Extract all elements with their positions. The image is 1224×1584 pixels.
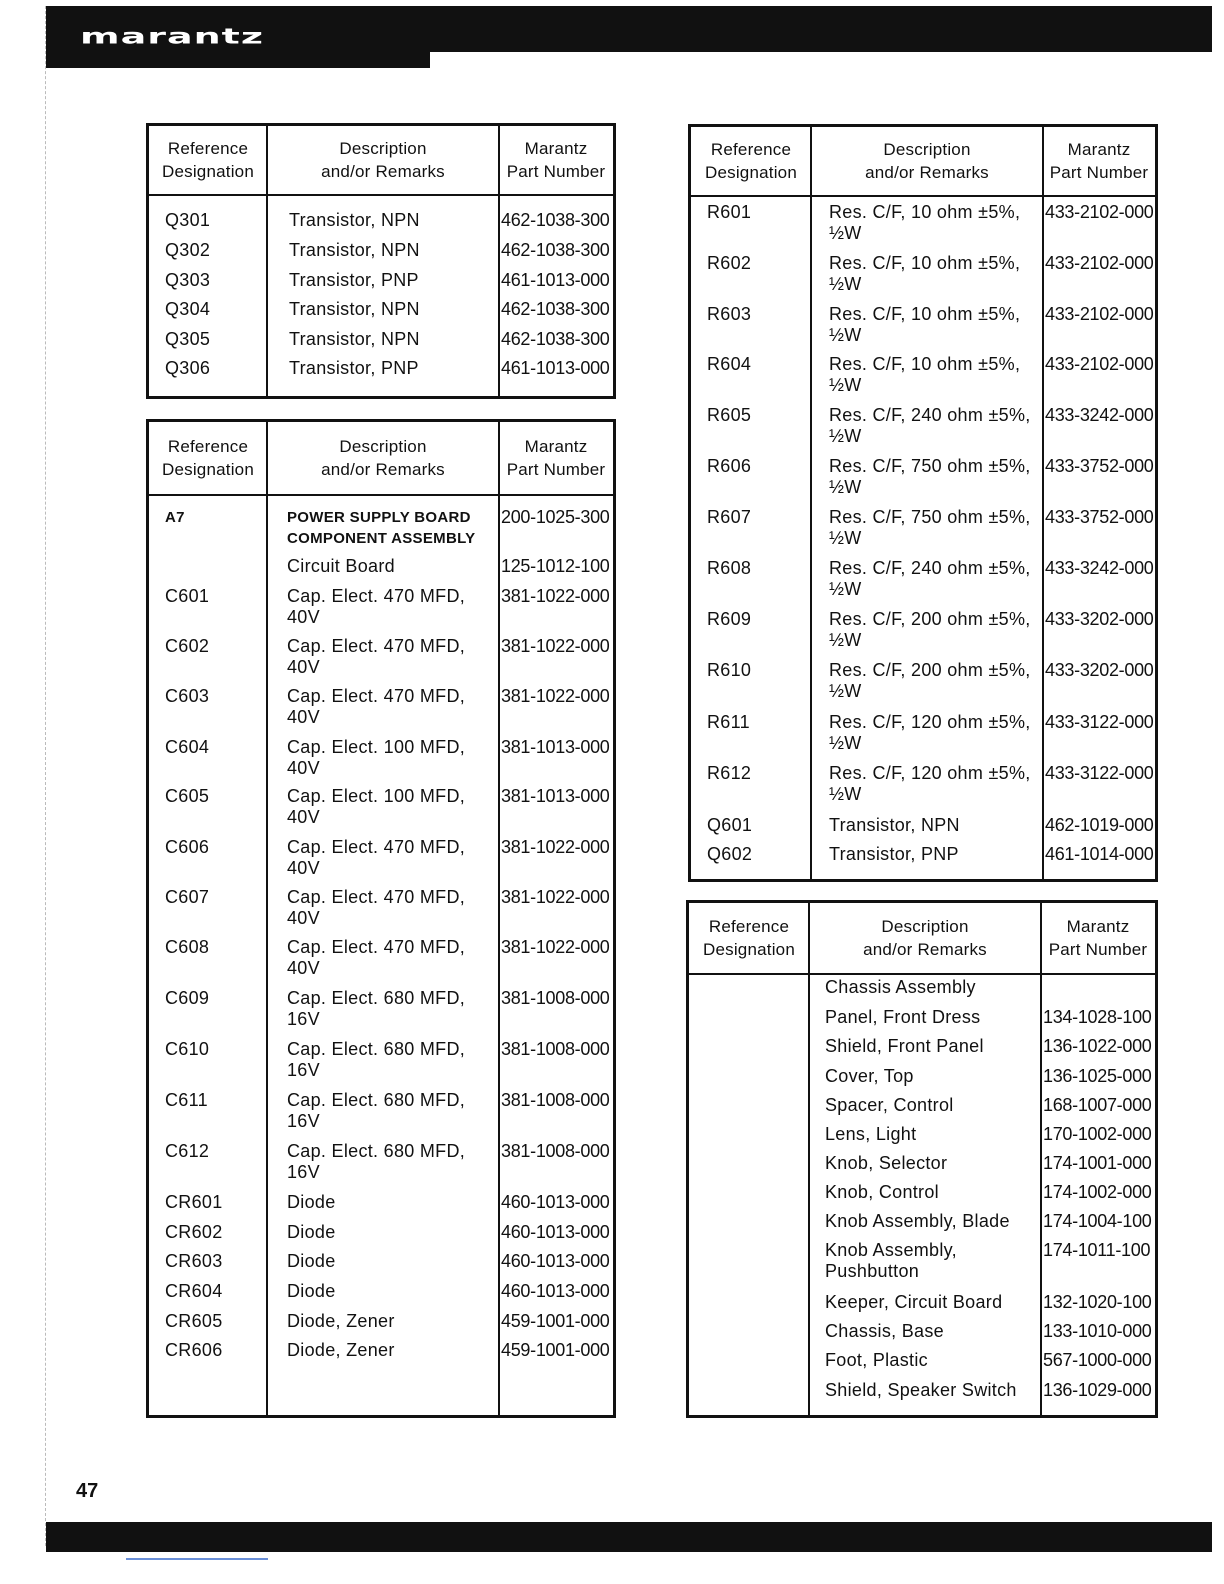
description-cell: Diode, Zener bbox=[287, 1340, 395, 1360]
t2-parts-table bbox=[146, 419, 616, 1418]
description-cell: Foot, Plastic bbox=[825, 1350, 928, 1370]
part-number-cell: 381-1022-000 bbox=[501, 586, 610, 606]
part-number-cell: 381-1008-000 bbox=[501, 1090, 610, 1110]
description-cell: Res. C/F, 10 ohm ±5%, bbox=[829, 253, 1021, 273]
header-line: Designation bbox=[162, 460, 254, 479]
description-cell: 40V bbox=[287, 657, 320, 677]
part-number-cell: 433-3122-000 bbox=[1045, 712, 1154, 732]
description-cell: POWER SUPPLY BOARD bbox=[287, 509, 471, 526]
description-cell: Res. C/F, 10 ohm ±5%, bbox=[829, 354, 1021, 374]
header-line: and/or Remarks bbox=[321, 460, 445, 479]
description-cell: Res. C/F, 240 ohm ±5%, bbox=[829, 558, 1031, 578]
header-line: Designation bbox=[162, 162, 254, 181]
part-number-cell: 174-1002-000 bbox=[1043, 1182, 1152, 1202]
description-cell: Transistor, PNP bbox=[289, 270, 419, 290]
part-number-cell: 381-1013-000 bbox=[501, 786, 610, 806]
description-cell: 40V bbox=[287, 858, 320, 878]
header-line: Description bbox=[339, 139, 427, 158]
reference-cell: C604 bbox=[165, 737, 210, 757]
description-cell: Cap. Elect. 470 MFD, bbox=[287, 636, 466, 656]
part-number-cell: 381-1008-000 bbox=[501, 988, 610, 1008]
part-number-cell: 461-1013-000 bbox=[501, 270, 610, 290]
description-cell: Chassis Assembly bbox=[825, 977, 976, 997]
reference-cell: Q601 bbox=[707, 815, 753, 835]
part-number-cell: 136-1029-000 bbox=[1043, 1380, 1152, 1400]
header-line: Reference bbox=[167, 139, 249, 158]
header-line: Marantz bbox=[524, 437, 588, 456]
header-line: Reference bbox=[708, 917, 790, 936]
description-cell: Transistor, NPN bbox=[829, 815, 960, 835]
part-number-cell: 459-1001-000 bbox=[501, 1340, 610, 1360]
header-line: Reference bbox=[167, 437, 249, 456]
reference-cell: R607 bbox=[707, 507, 752, 527]
part-number-cell: 462-1038-300 bbox=[501, 240, 610, 260]
part-number-cell: 460-1013-000 bbox=[501, 1251, 610, 1271]
part-number-cell: 136-1022-000 bbox=[1043, 1036, 1152, 1056]
description-cell: COMPONENT ASSEMBLY bbox=[287, 530, 476, 547]
description-cell: Cap. Elect. 680 MFD, bbox=[287, 1090, 466, 1110]
description-cell: ½W bbox=[829, 733, 862, 753]
description-cell: 16V bbox=[287, 1162, 320, 1182]
header-line: and/or Remarks bbox=[321, 162, 445, 181]
description-cell: ½W bbox=[829, 274, 862, 294]
description-cell: 40V bbox=[287, 758, 320, 778]
description-cell: Cap. Elect. 100 MFD, bbox=[287, 786, 466, 806]
column-divider bbox=[810, 127, 812, 879]
description-cell: ½W bbox=[829, 477, 862, 497]
description-cell: Pushbutton bbox=[825, 1261, 920, 1281]
part-number-cell: 381-1022-000 bbox=[501, 937, 610, 957]
part-number-cell: 462-1038-300 bbox=[501, 210, 610, 230]
part-number-cell: 381-1008-000 bbox=[501, 1039, 610, 1059]
part-number-cell: 459-1001-000 bbox=[501, 1311, 610, 1331]
description-cell: Circuit Board bbox=[287, 556, 395, 576]
description-cell: ½W bbox=[829, 325, 862, 345]
description-cell: Cap. Elect. 470 MFD, bbox=[287, 686, 466, 706]
description-cell: Cap. Elect. 100 MFD, bbox=[287, 737, 466, 757]
part-number-cell: 433-2102-000 bbox=[1045, 253, 1154, 273]
part-number-cell: 461-1014-000 bbox=[1045, 844, 1154, 864]
header-line: and/or Remarks bbox=[863, 940, 987, 959]
description-cell: Diode, Zener bbox=[287, 1311, 395, 1331]
part-number-cell: 567-1000-000 bbox=[1043, 1350, 1152, 1370]
header-line: Designation bbox=[705, 163, 797, 182]
description-cell: Transistor, PNP bbox=[829, 844, 959, 864]
description-cell: Res. C/F, 750 ohm ±5%, bbox=[829, 456, 1031, 476]
description-cell: ½W bbox=[829, 630, 862, 650]
description-cell: Panel, Front Dress bbox=[825, 1007, 981, 1027]
part-number-cell: 132-1020-100 bbox=[1043, 1292, 1152, 1312]
reference-designation-header bbox=[689, 915, 809, 961]
description-header bbox=[267, 435, 499, 481]
description-cell: 40V bbox=[287, 807, 320, 827]
description-cell: Knob Assembly, bbox=[825, 1240, 957, 1260]
description-cell: Keeper, Circuit Board bbox=[825, 1292, 1003, 1312]
description-cell: Cap. Elect. 470 MFD, bbox=[287, 586, 466, 606]
part-number-cell: 381-1022-000 bbox=[501, 686, 610, 706]
part-number-cell: 170-1002-000 bbox=[1043, 1124, 1152, 1144]
description-cell: Diode bbox=[287, 1251, 336, 1271]
reference-cell: C611 bbox=[165, 1090, 208, 1110]
header-line: Part Number bbox=[506, 162, 606, 181]
reference-designation-header bbox=[149, 137, 267, 183]
part-number-cell: 462-1038-300 bbox=[501, 299, 610, 319]
header-line: Marantz bbox=[1067, 140, 1131, 159]
bottom-link-underline bbox=[126, 1558, 268, 1560]
reference-cell: C603 bbox=[165, 686, 210, 706]
description-cell: Diode bbox=[287, 1222, 336, 1242]
description-cell: Cap. Elect. 470 MFD, bbox=[287, 887, 466, 907]
reference-cell: CR602 bbox=[165, 1222, 223, 1242]
description-cell: Spacer, Control bbox=[825, 1095, 954, 1115]
description-cell: Res. C/F, 750 ohm ±5%, bbox=[829, 507, 1031, 527]
reference-cell: Q301 bbox=[165, 210, 211, 230]
part-number-cell: 168-1007-000 bbox=[1043, 1095, 1152, 1115]
reference-cell: R610 bbox=[707, 660, 752, 680]
column-divider bbox=[808, 903, 810, 1415]
reference-cell: C606 bbox=[165, 837, 210, 857]
reference-cell: Q304 bbox=[165, 299, 211, 319]
part-number-cell: 433-3242-000 bbox=[1045, 558, 1154, 578]
reference-cell: C612 bbox=[165, 1141, 210, 1161]
description-cell: Chassis, Base bbox=[825, 1321, 944, 1341]
part-number-header bbox=[499, 137, 613, 183]
part-number-cell: 433-3122-000 bbox=[1045, 763, 1154, 783]
part-number-cell: 134-1028-100 bbox=[1043, 1007, 1152, 1027]
reference-cell: R602 bbox=[707, 253, 752, 273]
header-line: Marantz bbox=[1066, 917, 1130, 936]
description-cell: Transistor, NPN bbox=[289, 329, 420, 349]
part-number-header bbox=[499, 435, 613, 481]
description-cell: ½W bbox=[829, 681, 862, 701]
t3-parts-table bbox=[688, 124, 1158, 882]
part-number-cell: 433-3752-000 bbox=[1045, 456, 1154, 476]
part-number-cell: 461-1013-000 bbox=[501, 358, 610, 378]
description-header bbox=[811, 138, 1043, 184]
description-cell: Knob, Control bbox=[825, 1182, 939, 1202]
header-line: Description bbox=[883, 140, 971, 159]
reference-cell: Q303 bbox=[165, 270, 211, 290]
part-number-cell: 433-2102-000 bbox=[1045, 202, 1154, 222]
header-line: and/or Remarks bbox=[865, 163, 989, 182]
description-cell: Res. C/F, 120 ohm ±5%, bbox=[829, 712, 1031, 732]
page-margin-line bbox=[45, 6, 47, 1546]
part-number-cell: 460-1013-000 bbox=[501, 1192, 610, 1212]
description-cell: ½W bbox=[829, 528, 862, 548]
part-number-cell: 136-1025-000 bbox=[1043, 1066, 1152, 1086]
part-number-header bbox=[1041, 915, 1155, 961]
part-number-header bbox=[1043, 138, 1155, 184]
part-number-cell: 460-1013-000 bbox=[501, 1222, 610, 1242]
reference-designation-header bbox=[691, 138, 811, 184]
reference-cell: R601 bbox=[707, 202, 752, 222]
reference-cell: C607 bbox=[165, 887, 210, 907]
part-number-cell: 174-1001-000 bbox=[1043, 1153, 1152, 1173]
reference-cell: R611 bbox=[707, 712, 750, 732]
reference-cell: CR603 bbox=[165, 1251, 223, 1271]
reference-cell: R609 bbox=[707, 609, 752, 629]
part-number-cell: 381-1022-000 bbox=[501, 636, 610, 656]
part-number-cell: 433-3202-000 bbox=[1045, 660, 1154, 680]
reference-cell: Q602 bbox=[707, 844, 753, 864]
header-line: Designation bbox=[703, 940, 795, 959]
reference-cell: R612 bbox=[707, 763, 752, 783]
column-divider bbox=[1040, 903, 1042, 1415]
description-cell: Shield, Front Panel bbox=[825, 1036, 984, 1056]
reference-cell: C609 bbox=[165, 988, 210, 1008]
part-number-cell: 433-3242-000 bbox=[1045, 405, 1154, 425]
description-cell: 16V bbox=[287, 1009, 320, 1029]
description-cell: Cap. Elect. 680 MFD, bbox=[287, 1039, 466, 1059]
description-cell: 16V bbox=[287, 1060, 320, 1080]
description-cell: Res. C/F, 200 ohm ±5%, bbox=[829, 609, 1031, 629]
page-number: 47 bbox=[76, 1480, 99, 1502]
description-cell: ½W bbox=[829, 579, 862, 599]
part-number-cell: 381-1008-000 bbox=[501, 1141, 610, 1161]
part-number-cell: 462-1038-300 bbox=[501, 329, 610, 349]
description-cell: ½W bbox=[829, 223, 862, 243]
t4-parts-table bbox=[686, 900, 1158, 1418]
reference-cell: R603 bbox=[707, 304, 752, 324]
reference-cell: R604 bbox=[707, 354, 752, 374]
t1-parts-table bbox=[146, 123, 616, 399]
description-cell: Res. C/F, 240 ohm ±5%, bbox=[829, 405, 1031, 425]
description-cell: 40V bbox=[287, 958, 320, 978]
description-cell: Cap. Elect. 680 MFD, bbox=[287, 1141, 466, 1161]
reference-cell: R606 bbox=[707, 456, 752, 476]
header-divider bbox=[689, 973, 1155, 975]
description-cell: Diode bbox=[287, 1192, 336, 1212]
description-cell: ½W bbox=[829, 426, 862, 446]
reference-cell: CR605 bbox=[165, 1311, 223, 1331]
part-number-cell: 133-1010-000 bbox=[1043, 1321, 1152, 1341]
description-cell: 16V bbox=[287, 1111, 320, 1131]
description-cell: Res. C/F, 10 ohm ±5%, bbox=[829, 304, 1021, 324]
part-number-cell: 433-2102-000 bbox=[1045, 354, 1154, 374]
reference-cell: R605 bbox=[707, 405, 752, 425]
reference-cell: C605 bbox=[165, 786, 210, 806]
reference-cell: R608 bbox=[707, 558, 752, 578]
header-divider bbox=[691, 195, 1155, 197]
reference-cell: Q306 bbox=[165, 358, 211, 378]
description-cell: Knob, Selector bbox=[825, 1153, 948, 1173]
reference-cell: Q305 bbox=[165, 329, 211, 349]
reference-cell: C602 bbox=[165, 636, 210, 656]
header-line: Reference bbox=[710, 140, 792, 159]
header-divider bbox=[149, 494, 613, 496]
description-cell: Lens, Light bbox=[825, 1124, 917, 1144]
header-line: Part Number bbox=[1048, 940, 1148, 959]
description-cell: Res. C/F, 10 ohm ±5%, bbox=[829, 202, 1021, 222]
description-cell: ½W bbox=[829, 375, 862, 395]
description-cell: Transistor, NPN bbox=[289, 240, 420, 260]
reference-cell: Q302 bbox=[165, 240, 211, 260]
part-number-cell: 460-1013-000 bbox=[501, 1281, 610, 1301]
description-cell: Transistor, NPN bbox=[289, 210, 420, 230]
part-number-cell: 433-3752-000 bbox=[1045, 507, 1154, 527]
reference-cell: C608 bbox=[165, 937, 210, 957]
reference-cell: CR604 bbox=[165, 1281, 223, 1301]
part-number-cell: 433-2102-000 bbox=[1045, 304, 1154, 324]
part-number-cell: 174-1004-100 bbox=[1043, 1211, 1152, 1231]
description-cell: Cap. Elect. 470 MFD, bbox=[287, 837, 466, 857]
reference-cell: CR606 bbox=[165, 1340, 223, 1360]
header-line: Description bbox=[339, 437, 427, 456]
column-divider bbox=[266, 422, 268, 1415]
reference-cell: CR601 bbox=[165, 1192, 223, 1212]
column-divider bbox=[1042, 127, 1044, 879]
reference-cell: C601 bbox=[165, 586, 210, 606]
description-cell: Cap. Elect. 470 MFD, bbox=[287, 937, 466, 957]
description-cell: 40V bbox=[287, 707, 320, 727]
part-number-cell: 381-1013-000 bbox=[501, 737, 610, 757]
description-cell: Knob Assembly, Blade bbox=[825, 1211, 1010, 1231]
description-cell: ½W bbox=[829, 784, 862, 804]
header-line: Part Number bbox=[506, 460, 606, 479]
part-number-cell: 381-1022-000 bbox=[501, 837, 610, 857]
part-number-cell: 433-3202-000 bbox=[1045, 609, 1154, 629]
column-divider bbox=[498, 422, 500, 1415]
description-cell: Cap. Elect. 680 MFD, bbox=[287, 988, 466, 1008]
header-divider bbox=[149, 194, 613, 196]
description-cell: Transistor, NPN bbox=[289, 299, 420, 319]
description-cell: Res. C/F, 120 ohm ±5%, bbox=[829, 763, 1031, 783]
part-number-cell: 174-1011-100 bbox=[1043, 1240, 1151, 1260]
part-number-cell: 381-1022-000 bbox=[501, 887, 610, 907]
description-header bbox=[809, 915, 1041, 961]
description-cell: 40V bbox=[287, 908, 320, 928]
marantz-logo: marantz bbox=[80, 24, 264, 49]
part-number-cell: 462-1019-000 bbox=[1045, 815, 1154, 835]
description-cell: 40V bbox=[287, 607, 320, 627]
description-cell: Diode bbox=[287, 1281, 336, 1301]
header-line: Description bbox=[881, 917, 969, 936]
description-cell: Res. C/F, 200 ohm ±5%, bbox=[829, 660, 1031, 680]
description-cell: Transistor, PNP bbox=[289, 358, 419, 378]
description-header bbox=[267, 137, 499, 183]
part-number-cell: 125-1012-100 bbox=[501, 556, 610, 576]
bottom-black-bar bbox=[46, 1522, 1212, 1552]
header-line: Marantz bbox=[524, 139, 588, 158]
header-line: Part Number bbox=[1049, 163, 1149, 182]
reference-designation-header bbox=[149, 435, 267, 481]
description-cell: Cover, Top bbox=[825, 1066, 914, 1086]
description-cell: Shield, Speaker Switch bbox=[825, 1380, 1017, 1400]
reference-cell: A7 bbox=[165, 509, 185, 526]
part-number-cell: 200-1025-300 bbox=[501, 507, 610, 527]
reference-cell: C610 bbox=[165, 1039, 210, 1059]
